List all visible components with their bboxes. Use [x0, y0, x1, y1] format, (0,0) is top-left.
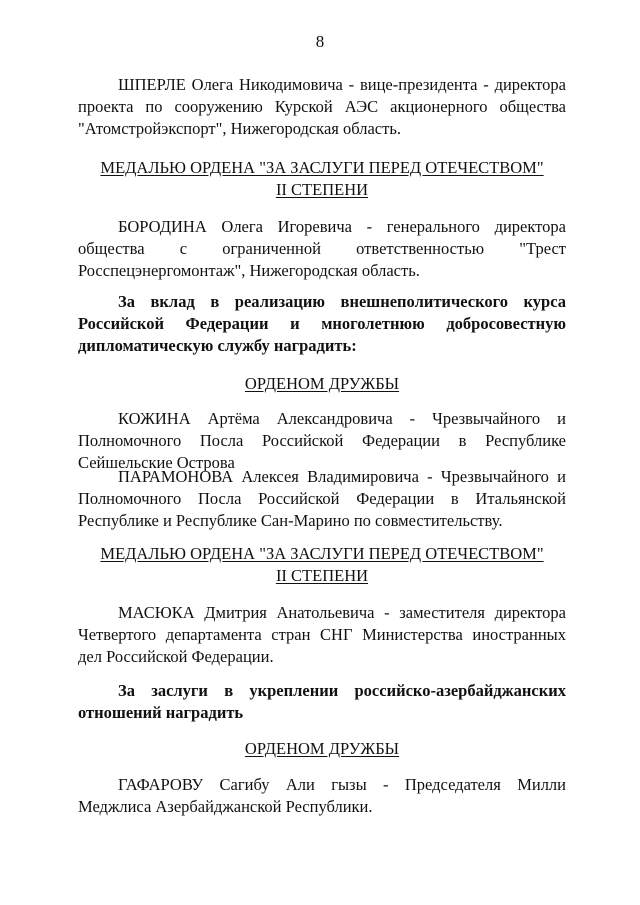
heading-line-1: МЕДАЛЬЮ ОРДЕНА "ЗА ЗАСЛУГИ ПЕРЕД ОТЕЧЕСТВОМ" — [100, 158, 544, 177]
heading-line-2: II СТЕПЕНИ — [275, 566, 369, 585]
paragraph-gafarova: ГАФАРОВУ Сагибу Али гызы - Председателя Милли Меджлиса Азербайджанской Республики. — [78, 775, 566, 816]
decree-clause-diplomatic — [78, 291, 566, 357]
heading-order-friendship-second — [78, 738, 566, 760]
paragraph-diplomatic-service: За вклад в реализацию внешнеполитического курса Российской Федерации и многолетнюю добросовестную дипломатическую службу наградить: — [78, 292, 566, 355]
paragraph-masyuk: МАСЮКА Дмитрия Анатольевича - заместителя директора Четвертого департамента стран СНГ Министерства иностранных дел Российской Федерации. — [78, 603, 566, 666]
heading-medal-order-merit-2-second — [78, 543, 566, 587]
heading-order-friendship-text: ОРДЕНОМ ДРУЖБЫ — [244, 374, 400, 393]
award-entry-borodin — [78, 216, 566, 282]
heading-line-1: МЕДАЛЬЮ ОРДЕНА "ЗА ЗАСЛУГИ ПЕРЕД ОТЕЧЕСТВОМ" — [100, 544, 544, 563]
heading-line-2: II СТЕПЕНИ — [275, 180, 369, 199]
heading-medal-order-merit-2 — [78, 157, 566, 201]
award-entry-gafarova — [78, 774, 566, 818]
page-number: 8 — [315, 32, 325, 51]
heading-order-friendship-text: ОРДЕНОМ ДРУЖБЫ — [244, 739, 400, 758]
award-entry-shperle — [78, 74, 566, 140]
heading-order-friendship — [78, 373, 566, 395]
paragraph-azerbaijan-relations: За заслуги в укреплении российско-азербайджанских отношений наградить — [78, 681, 566, 722]
paragraph-kozhin: КОЖИНА Артёма Александровича - Чрезвычайного и Полномочного Посла Российской Федерации в Республике Сейшельские Острова — [78, 409, 566, 472]
paragraph-borodin: БОРОДИНА Олега Игоревича - генерального директора общества с ограниченной ответственностью "Трест Росспецэнергомонтаж", Нижегородская область. — [78, 217, 566, 280]
paragraph-paramonov: ПАРАМОНОВА Алексея Владимировича - Чрезвычайного и Полномочного Посла Российской Федерации в Итальянской Республике и Республике Сан-Марино по совместительству. — [78, 467, 566, 530]
paragraph-shperle: ШПЕРЛЕ Олега Никодимовича - вице-президента - директора проекта по сооружению Курской АЭС акционерного общества "Атомстройэкспорт", Нижегородская область. — [78, 75, 566, 138]
decree-clause-azerbaijan — [78, 680, 566, 724]
award-entry-masyuk — [78, 602, 566, 668]
award-entry-paramonov — [78, 466, 566, 532]
award-entry-kozhin — [78, 408, 566, 474]
